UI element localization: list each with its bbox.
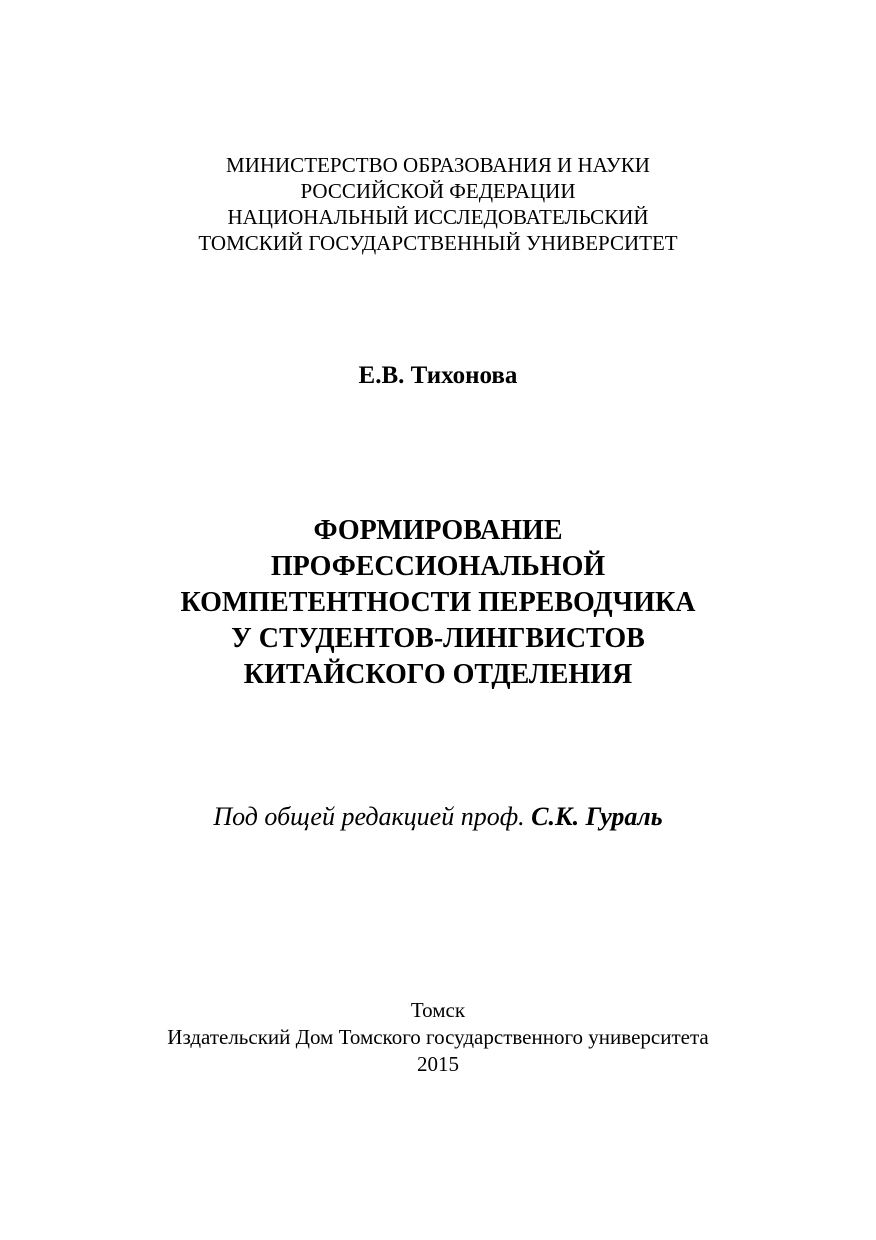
imprint-publisher: Издательский Дом Томского государственного университета: [167, 1025, 709, 1049]
ministry-line: МИНИСТЕРСТВО ОБРАЗОВАНИЯ И НАУКИ: [226, 153, 650, 177]
title-line: У СТУДЕНТОВ-ЛИНГВИСТОВ: [231, 623, 645, 654]
editor-prefix: Под общей редакцией проф.: [213, 802, 532, 831]
book-title: [0, 513, 876, 693]
imprint-city: Томск: [410, 998, 466, 1022]
title-line: КОМПЕТЕНТНОСТИ ПЕРЕВОДЧИКА: [180, 587, 696, 618]
ministry-line: ТОМСКИЙ ГОСУДАРСТВЕННЫЙ УНИВЕРСИТЕТ: [198, 231, 678, 255]
ministry-line: НАЦИОНАЛЬНЫЙ ИССЛЕДОВАТЕЛЬСКИЙ: [227, 205, 649, 229]
ministry-header: [0, 152, 876, 256]
title-line: ПРОФЕССИОНАЛЬНОЙ: [270, 551, 606, 582]
ministry-line: РОССИЙСКОЙ ФЕДЕРАЦИИ: [300, 179, 576, 203]
editor-name: С.К. Гураль: [531, 802, 663, 831]
title-line: КИТАЙСКОГО ОТДЕЛЕНИЯ: [243, 659, 633, 690]
imprint-year: 2015: [417, 1052, 459, 1076]
imprint: [0, 997, 876, 1078]
author-name: Е.В. Тихонова: [358, 362, 518, 389]
title-line: ФОРМИРОВАНИЕ: [313, 515, 563, 546]
editor-credit: [0, 801, 876, 833]
